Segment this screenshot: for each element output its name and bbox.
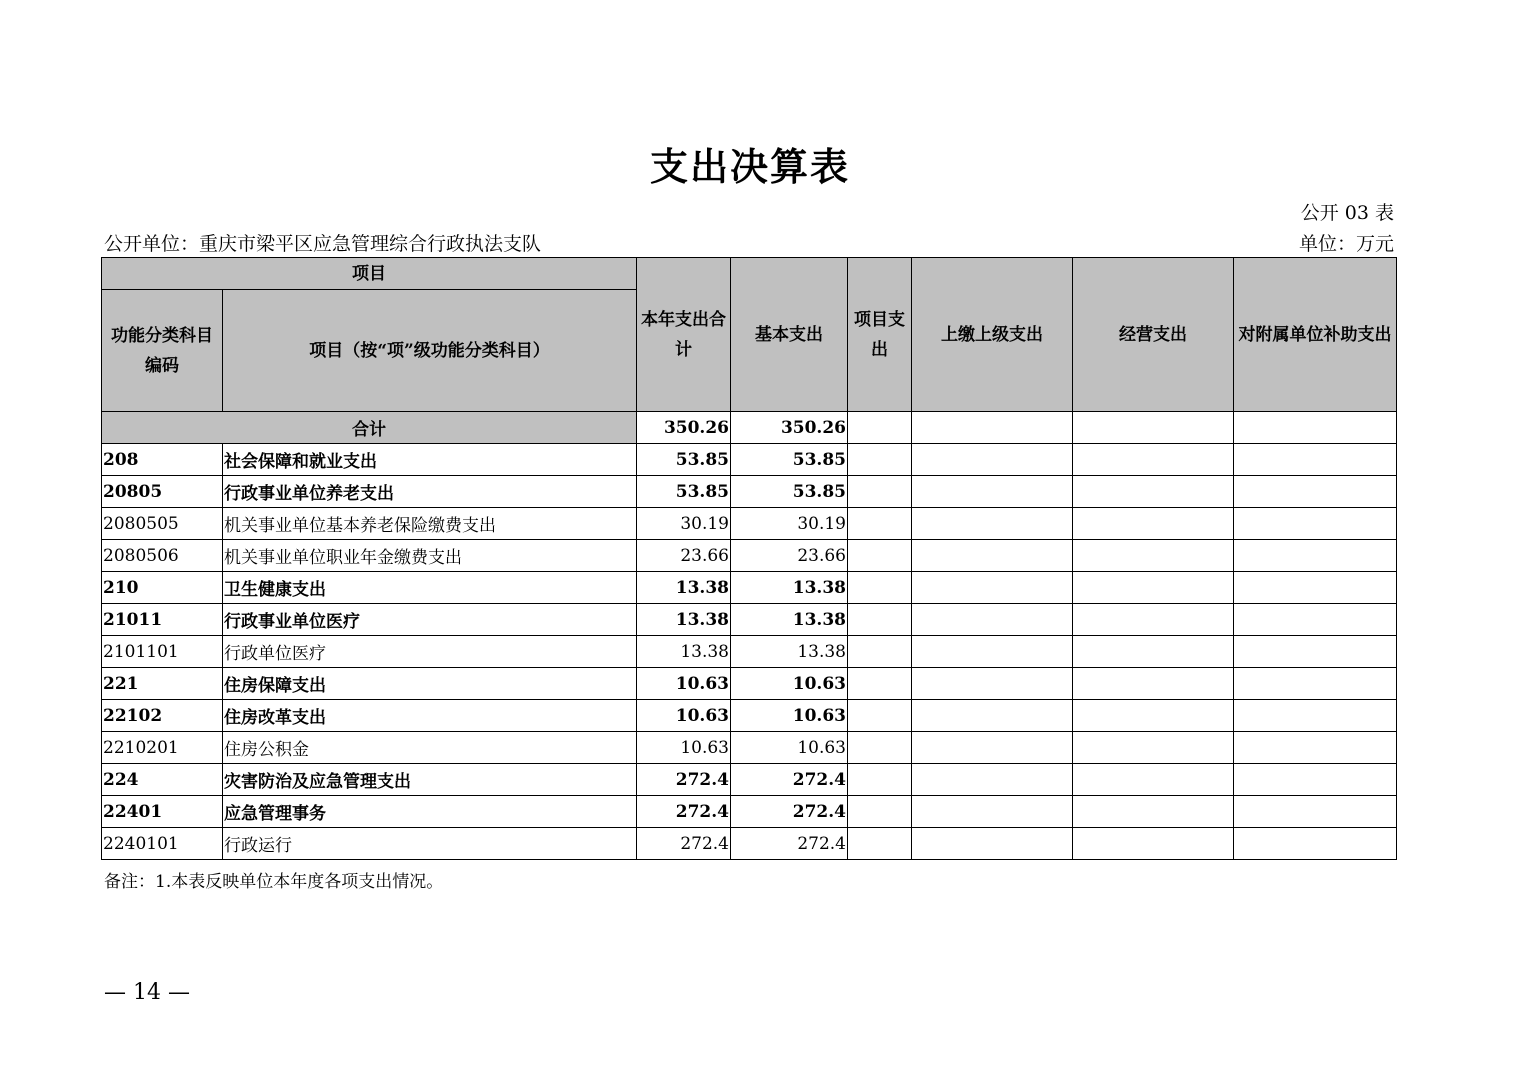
row-name: 机关事业单位基本养老保险缴费支出 xyxy=(223,508,637,540)
row-project xyxy=(848,732,912,764)
row-business xyxy=(1073,700,1234,732)
row-total: 272.4 xyxy=(637,764,731,796)
row-upper xyxy=(912,668,1073,700)
row-code: 2080506 xyxy=(102,540,223,572)
total-amount: 350.26 xyxy=(637,412,731,444)
row-name: 机关事业单位职业年金缴费支出 xyxy=(223,540,637,572)
row-basic: 23.66 xyxy=(731,540,848,572)
total-project xyxy=(848,412,912,444)
row-total: 53.85 xyxy=(637,444,731,476)
row-name: 行政事业单位医疗 xyxy=(223,604,637,636)
row-subsidy xyxy=(1234,572,1397,604)
table-row xyxy=(102,540,1397,572)
table-row xyxy=(102,604,1397,636)
header-project: 项目支出 xyxy=(848,258,912,412)
row-upper xyxy=(912,444,1073,476)
table-row xyxy=(102,668,1397,700)
table-row xyxy=(102,636,1397,668)
header-basic: 基本支出 xyxy=(731,258,848,412)
row-subsidy xyxy=(1234,540,1397,572)
table-row xyxy=(102,796,1397,828)
row-name: 行政事业单位养老支出 xyxy=(223,476,637,508)
row-basic: 30.19 xyxy=(731,508,848,540)
row-basic: 10.63 xyxy=(731,732,848,764)
row-code: 2210201 xyxy=(102,732,223,764)
row-project xyxy=(848,636,912,668)
row-code: 22401 xyxy=(102,796,223,828)
row-business xyxy=(1073,476,1234,508)
row-code: 208 xyxy=(102,444,223,476)
row-subsidy xyxy=(1234,508,1397,540)
row-upper xyxy=(912,732,1073,764)
footnote: 备注：1.本表反映单位本年度各项支出情况。 xyxy=(104,872,444,892)
row-basic: 13.38 xyxy=(731,604,848,636)
row-project xyxy=(848,508,912,540)
row-project xyxy=(848,604,912,636)
row-basic: 272.4 xyxy=(731,764,848,796)
row-code: 20805 xyxy=(102,476,223,508)
row-total: 10.63 xyxy=(637,700,731,732)
row-subsidy xyxy=(1234,796,1397,828)
total-label: 合计 xyxy=(102,412,637,444)
row-basic: 53.85 xyxy=(731,476,848,508)
reporting-unit: 公开单位：重庆市梁平区应急管理综合行政执法支队 xyxy=(104,233,542,255)
row-total: 13.38 xyxy=(637,604,731,636)
row-upper xyxy=(912,636,1073,668)
row-name: 住房改革支出 xyxy=(223,700,637,732)
row-name: 卫生健康支出 xyxy=(223,572,637,604)
table-row xyxy=(102,764,1397,796)
row-business xyxy=(1073,604,1234,636)
row-project xyxy=(848,444,912,476)
row-project xyxy=(848,572,912,604)
table-row xyxy=(102,732,1397,764)
row-business xyxy=(1073,668,1234,700)
row-business xyxy=(1073,828,1234,860)
row-name: 行政单位医疗 xyxy=(223,636,637,668)
row-name: 应急管理事务 xyxy=(223,796,637,828)
header-upper: 上缴上级支出 xyxy=(912,258,1073,412)
row-basic: 272.4 xyxy=(731,796,848,828)
row-business xyxy=(1073,764,1234,796)
total-upper xyxy=(912,412,1073,444)
row-total: 30.19 xyxy=(637,508,731,540)
row-total: 23.66 xyxy=(637,540,731,572)
row-total: 272.4 xyxy=(637,828,731,860)
header-business: 经营支出 xyxy=(1073,258,1234,412)
header-total: 本年支出合计 xyxy=(637,258,731,412)
row-upper xyxy=(912,604,1073,636)
row-upper xyxy=(912,508,1073,540)
table-row xyxy=(102,508,1397,540)
table-row xyxy=(102,572,1397,604)
row-name: 行政运行 xyxy=(223,828,637,860)
row-upper xyxy=(912,476,1073,508)
row-subsidy xyxy=(1234,828,1397,860)
row-subsidy xyxy=(1234,668,1397,700)
header-name: 项目（按“项”级功能分类科目） xyxy=(223,290,637,412)
row-subsidy xyxy=(1234,732,1397,764)
row-upper xyxy=(912,700,1073,732)
table-row xyxy=(102,476,1397,508)
total-business xyxy=(1073,412,1234,444)
row-project xyxy=(848,668,912,700)
row-project xyxy=(848,700,912,732)
row-business xyxy=(1073,732,1234,764)
row-code: 21011 xyxy=(102,604,223,636)
row-business xyxy=(1073,572,1234,604)
row-upper xyxy=(912,764,1073,796)
row-project xyxy=(848,540,912,572)
row-code: 221 xyxy=(102,668,223,700)
page-number: — 14 — xyxy=(104,980,190,1005)
row-subsidy xyxy=(1234,444,1397,476)
row-total: 272.4 xyxy=(637,796,731,828)
row-code: 22102 xyxy=(102,700,223,732)
row-total: 53.85 xyxy=(637,476,731,508)
form-number: 公开 03 表 xyxy=(1300,202,1394,224)
row-subsidy xyxy=(1234,476,1397,508)
row-business xyxy=(1073,540,1234,572)
row-upper xyxy=(912,796,1073,828)
row-basic: 272.4 xyxy=(731,828,848,860)
row-upper xyxy=(912,572,1073,604)
row-code: 2240101 xyxy=(102,828,223,860)
table-row xyxy=(102,828,1397,860)
row-basic: 53.85 xyxy=(731,444,848,476)
row-code: 210 xyxy=(102,572,223,604)
row-total: 13.38 xyxy=(637,636,731,668)
row-total: 10.63 xyxy=(637,732,731,764)
row-subsidy xyxy=(1234,636,1397,668)
row-basic: 13.38 xyxy=(731,636,848,668)
row-project xyxy=(848,476,912,508)
row-business xyxy=(1073,796,1234,828)
page-title: 支出决算表 xyxy=(649,144,850,189)
row-name: 社会保障和就业支出 xyxy=(223,444,637,476)
expenditure-table xyxy=(101,257,1397,860)
table-row xyxy=(102,700,1397,732)
total-row xyxy=(102,412,1397,444)
total-basic: 350.26 xyxy=(731,412,848,444)
row-total: 13.38 xyxy=(637,572,731,604)
row-code: 2101101 xyxy=(102,636,223,668)
row-upper xyxy=(912,540,1073,572)
row-total: 10.63 xyxy=(637,668,731,700)
header-subsidy: 对附属单位补助支出 xyxy=(1234,258,1397,412)
row-upper xyxy=(912,828,1073,860)
total-subsidy xyxy=(1234,412,1397,444)
row-project xyxy=(848,828,912,860)
row-business xyxy=(1073,444,1234,476)
header-code: 功能分类科目编码 xyxy=(102,290,223,412)
row-project xyxy=(848,796,912,828)
row-business xyxy=(1073,508,1234,540)
row-subsidy xyxy=(1234,700,1397,732)
row-subsidy xyxy=(1234,604,1397,636)
header-item: 项目 xyxy=(102,258,637,290)
row-project xyxy=(848,764,912,796)
row-basic: 13.38 xyxy=(731,572,848,604)
row-name: 住房保障支出 xyxy=(223,668,637,700)
row-basic: 10.63 xyxy=(731,700,848,732)
table-row xyxy=(102,444,1397,476)
row-name: 住房公积金 xyxy=(223,732,637,764)
row-code: 224 xyxy=(102,764,223,796)
currency-unit: 单位：万元 xyxy=(1298,233,1394,255)
row-name: 灾害防治及应急管理支出 xyxy=(223,764,637,796)
row-subsidy xyxy=(1234,764,1397,796)
row-business xyxy=(1073,636,1234,668)
row-code: 2080505 xyxy=(102,508,223,540)
row-basic: 10.63 xyxy=(731,668,848,700)
